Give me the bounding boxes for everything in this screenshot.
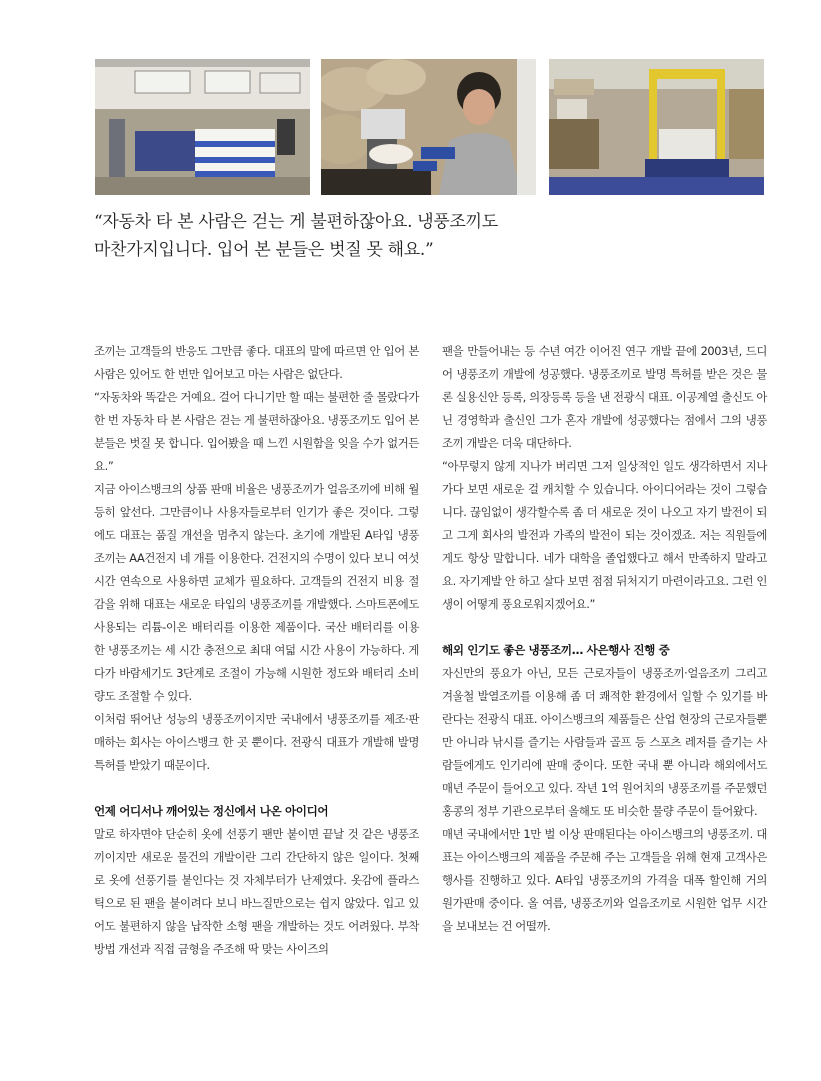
article-column-left (94, 340, 419, 961)
section-heading: 언제 어디서나 깨어있는 정신에서 나온 아이디어 (94, 804, 329, 818)
factory-floor-photo (95, 59, 310, 195)
photo-strip (95, 59, 764, 195)
paragraph: 자신만의 풍요가 아닌, 모든 근로자들이 냉풍조끼·얼음조끼 그리고 겨울철 발열조끼를 이용해 좀 더 쾌적한 환경에서 일할 수 있기를 바란다는 전광식 대표. 아이스뱅크의 제품들은 산업 현장의 근로자들뿐만 아니라 낚시를 즐기는 사람들과 골프 등 스포츠 레저를 즐기는 사람들에게도 인기리에 판매 중이다. 또한 국내 뿐 아니라 해외에서도 매년 주문이 들어오고 있다. 작년 1억 원어치의 냉풍조끼를 주문했던 홍콩의 정부 기관으로부터 올해도 또 비슷한 물량 주문이 들어왔다. (442, 666, 767, 818)
paragraph: 매년 국내에서만 1만 벌 이상 판매된다는 아이스뱅크의 냉풍조끼. 대표는 아이스뱅크의 제품을 주문해 주는 고객들을 위해 현재 고객사은행사를 진행하고 있다. A타입 냉풍조끼의 가격을 대폭 할인해 거의 원가판매 중이다. 올 여름, 냉풍조끼와 얼음조끼로 시원한 업무 시간을 보내보는 건 어떨까. (442, 827, 767, 933)
paragraph: 조끼는 고객들의 반응도 그만큼 좋다. 대표의 말에 따르면 안 입어 본 사람은 있어도 한 번만 입어보고 마는 사람은 없단다. (94, 344, 419, 381)
section-gap (94, 777, 419, 800)
article-column-right (442, 340, 767, 938)
paragraph: 지금 아이스뱅크의 상품 판매 비율은 냉풍조끼가 얼음조끼에 비해 월등히 앞선다. 그만큼이나 사용자들로부터 인기가 좋은 것이다. 그렇에도 대표는 품질 개선을 멈추지 않는다. 초기에 개발된 A타입 냉풍조끼는 AA건전지 네 개를 이용한다. 건전지의 수명이 있다 보니 여섯 시간 연속으로 사용하면 교체가 필요하다. 고객들의 건전지 비용 절감을 위해 대표는 새로운 타입의 냉풍조끼를 개발했다. 스마트폰에도 사용되는 리튬-이온 배터리를 이용한 제품이다. 국산 배터리를 이용한 냉풍조끼는 세 시간 충전으로 최대 여덟 시간 사용이 가능하다. 게다가 바람세기도 3단계로 조절이 가능해 시원한 정도와 배터리 소비량도 조절할 수 있다. (94, 482, 419, 703)
section-gap (442, 616, 767, 639)
paragraph: 이처럼 뛰어난 성능의 냉풍조끼이지만 국내에서 냉풍조끼를 제조·판매하는 회사는 아이스뱅크 한 곳 뿐이다. 전광식 대표가 개발해 발명 특허를 받았기 때문이다. (94, 712, 419, 772)
paragraph: 말로 하자면야 단순히 옷에 선풍기 팬만 붙이면 끝날 것 같은 냉풍조끼이지만 새로운 물건의 개발이란 그리 간단하지 않은 일이다. 첫째로 옷에 선풍기를 붙인다는 것 자체부터가 난제였다. 옷감에 플라스틱으로 된 팬을 붙이려다 보니 바느질만으로는 쉽지 않았다. 입고 있어도 불편하지 않을 납작한 소형 팬을 개발하는 것도 어려웠다. 부착 방법 개선과 직접 금형을 주조해 딱 맞는 사이즈의 (94, 827, 419, 956)
paragraph: 팬을 만들어내는 등 수년 여간 이어진 연구 개발 끝에 2003년, 드디어 냉풍조끼 개발에 성공했다. 냉풍조끼로 발명 특허를 받은 것은 물론 실용신안 등록, 의장등록 등을 낸 전광식 대표. 이공계열 출신도 아닌 경영학과 출신인 그가 혼자 개발에 성공했다는 점에서 그의 냉풍조끼 개발은 더욱 대단하다. (442, 344, 767, 450)
worker-sewing-photo (321, 59, 536, 195)
section-heading: 해외 인기도 좋은 냉풍조끼… 사은행사 진행 중 (442, 643, 670, 657)
pull-quote: “자동차 타 본 사람은 걷는 게 불편하잖아요. 냉풍조끼도 마찬가지입니다. 입어 본 분들은 벗질 못 해요.” (94, 212, 498, 260)
paragraph: “자동차와 똑같은 거예요. 걸어 다니기만 할 때는 불편한 줄 몰랐다가 한 번 자동차 타 본 사람은 걷는 게 불편하잖아요. 냉풍조끼도 입어 본 분들은 벗질 못 합니다. 입어봤을 때 느낀 시원함을 잊을 수가 없거든요.” (94, 390, 419, 473)
paragraph: “아무렇지 않게 지나가 버리면 그저 일상적인 일도 생각하면서 지나가다 보면 새로운 걸 캐치할 수 있습니다. 아이디어라는 것이 그렇습니다. 끊임없이 생각할수록 좀 더 새로운 것이 나오고 자기 발전이 되고 그게 회사의 발전과 가족의 발전이 되는 것이겠죠. 저는 직원들에게도 항상 말합니다. 네가 대학을 졸업했다고 해서 만족하지 말라고요. 자기계발 안 하고 살다 보면 점점 뒤처지기 마련이라고요. 그런 인생이 어떻게 풍요로워지겠어요.” (442, 459, 767, 611)
packing-machine-photo (549, 59, 764, 195)
